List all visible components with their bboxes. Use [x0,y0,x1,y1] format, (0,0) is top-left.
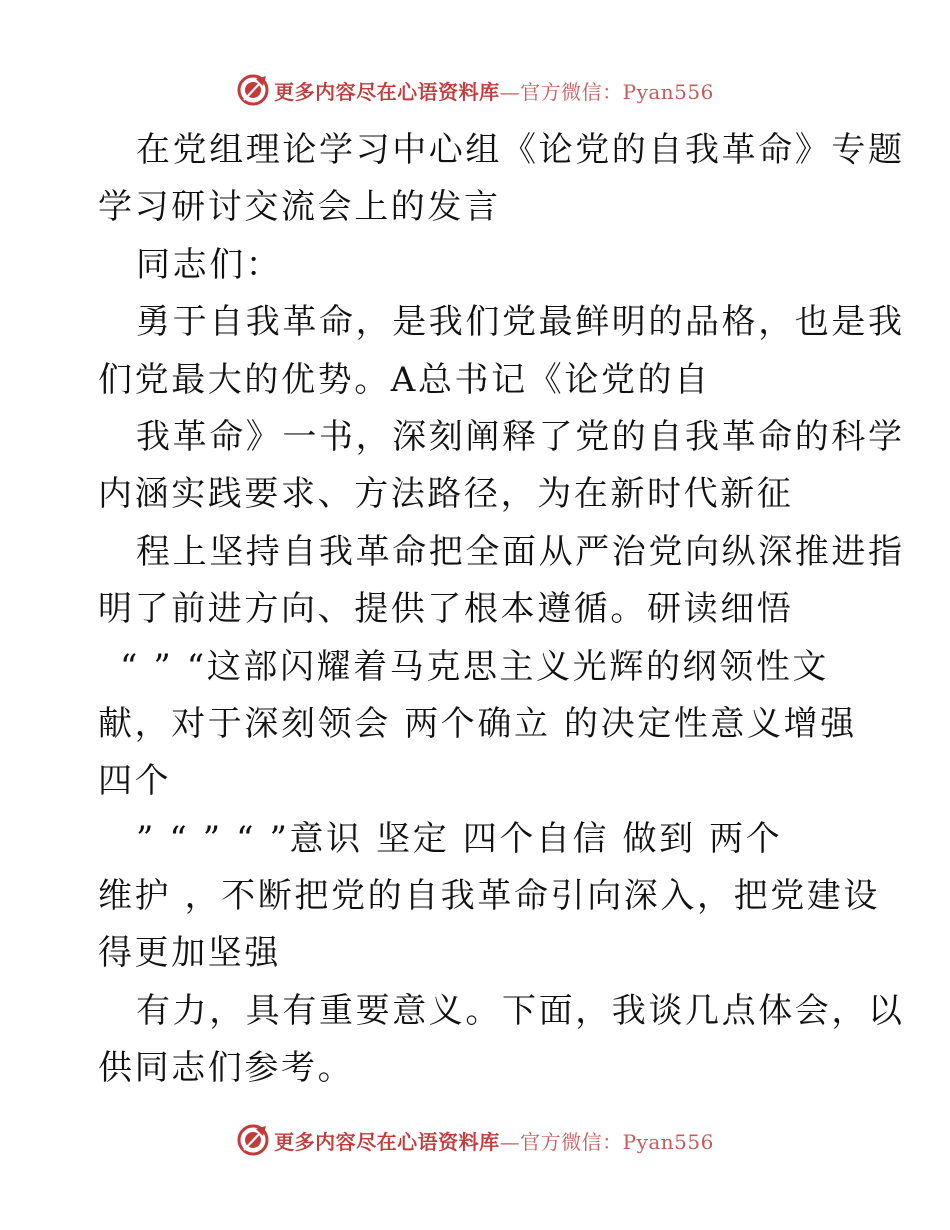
paragraph-line: 程上坚持自我革命把全面从严治党向纵深推进指 [136,531,905,572]
watermark-text [274,76,714,105]
watermark-text [274,1126,714,1155]
paragraph-line: 维护 ，不断把党的自我革命引向深入，把党建设 [98,876,881,917]
pen-seal-logo-icon [236,73,270,107]
paragraph-line: ” “ ” “ ”意识 坚定 四个自信 做到 两个 [136,818,783,859]
salutation: 同志们： [136,244,283,285]
watermark-header [0,70,950,110]
paragraph-line: 献，对于深刻领会 两个确立 的决定性意义增强 [98,703,857,744]
paragraph-line: 有力，具有重要意义。下面，我谈几点体会，以 [136,990,905,1031]
paragraph-line: 供同志们参考。 [98,1048,355,1089]
watermark-bold-text: 更多内容尽在心语资料库 [274,1129,500,1154]
paragraph-line: 我革命》一书，深刻阐释了党的自我革命的科学 [136,416,905,457]
paragraph-line: “ ” “这部闪耀着马克思主义光辉的纲领性文 [120,646,829,687]
watermark-footer [0,1120,950,1160]
paragraph-line: 得更加坚强 [98,933,281,974]
watermark-plain-text: —官方微信：Pyan556 [499,79,714,104]
document-title-line-1: 在党组理论学习中心组《论党的自我革命》专题 [136,130,905,170]
pen-seal-logo-icon [236,1123,270,1157]
paragraph-line: 内涵实践要求、方法路径，为在新时代新征 [98,474,794,515]
paragraph-line: 明了前进方向、提供了根本遵循。研读细悟 [98,589,794,630]
document-body [98,122,905,1098]
document-title-line-2: 学习研讨交流会上的发言 [98,187,501,228]
paragraph-line: 四个 [98,761,172,802]
paragraph-line: 勇于自我革命，是我们党最鲜明的品格，也是我 [136,302,905,343]
watermark-bold-text: 更多内容尽在心语资料库 [274,79,500,104]
watermark-plain-text: —官方微信：Pyan556 [499,1129,714,1154]
paragraph-line: 们党最大的优势。A总书记《论党的自 [98,359,711,400]
